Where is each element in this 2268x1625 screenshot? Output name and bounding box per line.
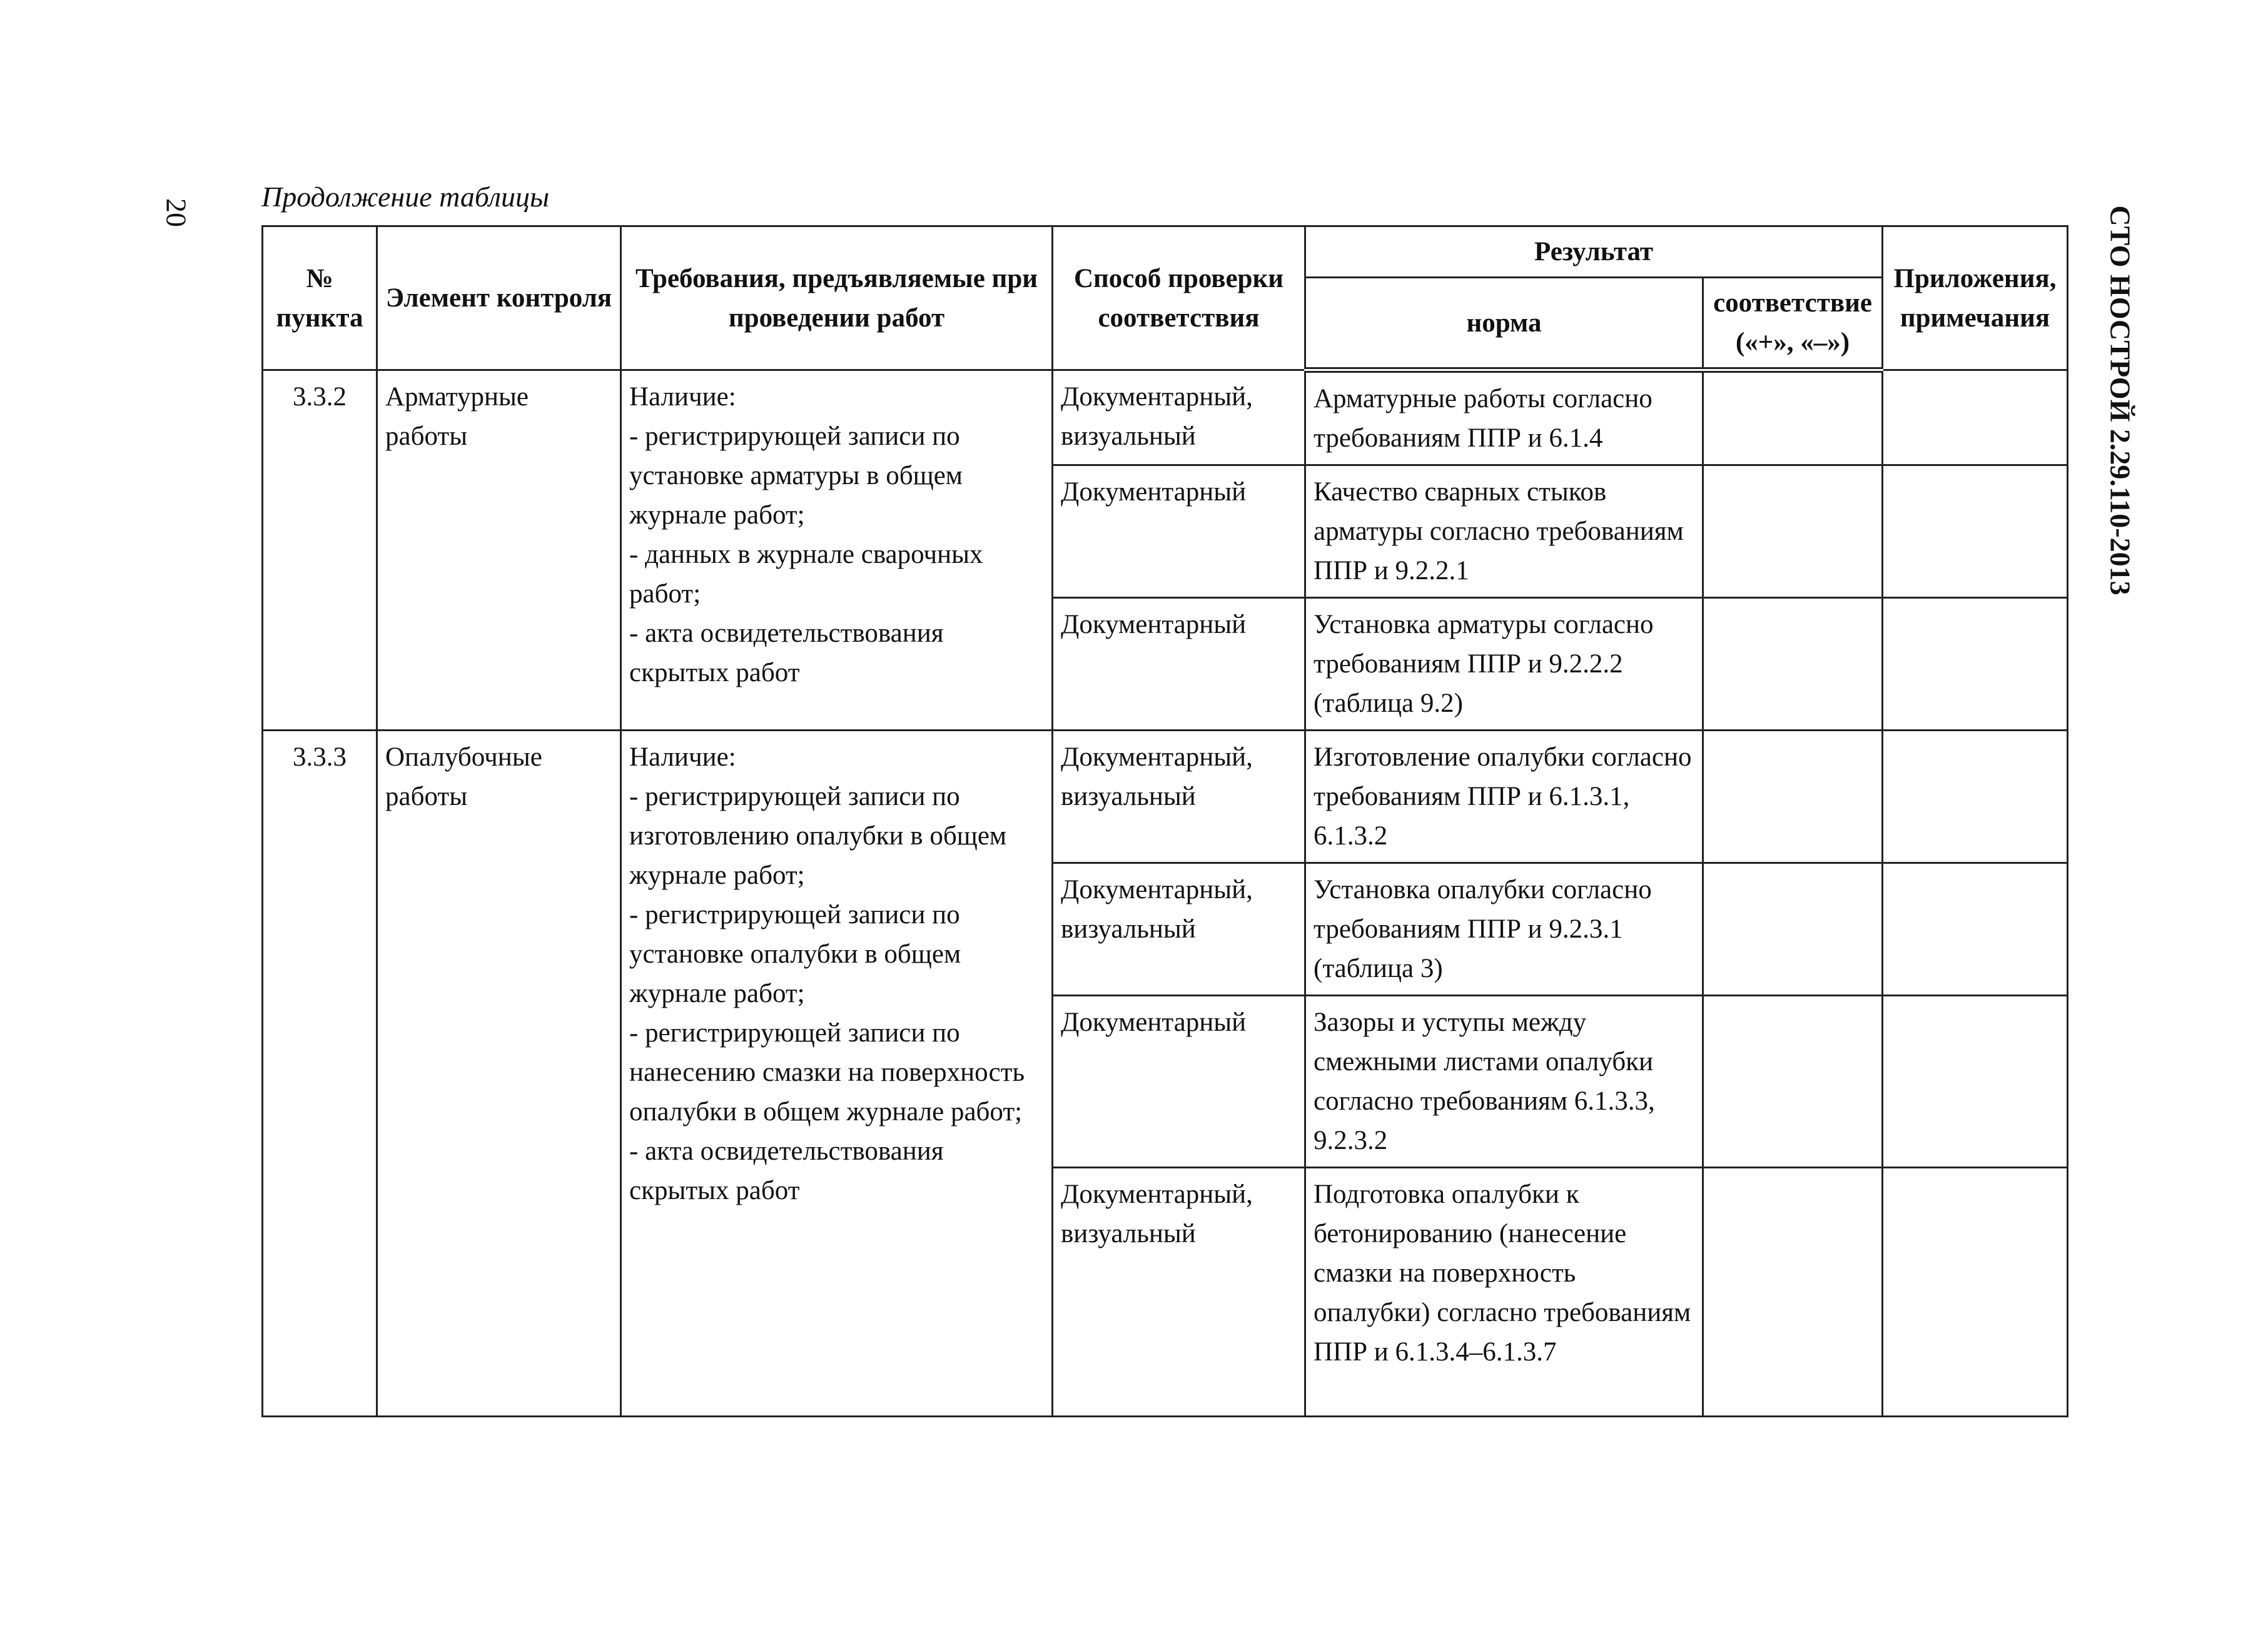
cell-notes — [1883, 731, 2068, 863]
cell-element: Арматурные работы — [377, 370, 621, 731]
cell-notes — [1883, 1168, 2068, 1417]
cell-requirements — [621, 370, 1053, 731]
requirement-line: - данных в журнале сварочных работ; — [629, 540, 983, 609]
document-code: СТО НОСТРОЙ 2.29.110-2013 — [2104, 205, 2137, 595]
cell-requirements — [621, 731, 1053, 1417]
table-continuation-caption: Продолжение таблицы — [261, 181, 550, 213]
requirement-line: - акта освидетельствования скрытых работ — [629, 1136, 944, 1205]
cell-notes — [1883, 863, 2068, 996]
cell-norm: Подготовка опалубки к бетонированию (нанесение смазки на поверхность опалубки) согласно требованиям ППР и 6.1.3.4–6.1.3.7 — [1305, 1168, 1703, 1417]
table-body — [263, 370, 2068, 1417]
cell-method: Документарный, визуальный — [1053, 863, 1305, 996]
requirement-line: - акта освидетельствования скрытых работ — [629, 619, 944, 687]
page-number: 20 — [160, 198, 193, 227]
cell-norm: Установка опалубки согласно требованиям ППР и 9.2.3.1 (таблица 3) — [1305, 863, 1703, 996]
header-result: Результат — [1305, 226, 1883, 278]
cell-compliance — [1703, 370, 1883, 465]
cell-method: Документарный, визуальный — [1053, 370, 1305, 465]
cell-compliance — [1703, 1168, 1883, 1417]
cell-method: Документарный, визуальный — [1053, 1168, 1305, 1417]
table-row — [263, 370, 2068, 465]
cell-norm: Качество сварных стыков арматуры согласно требованиям ППР и 9.2.2.1 — [1305, 465, 1703, 598]
cell-norm: Зазоры и уступы между смежными листами опалубки согласно требованиям 6.1.3.3, 9.2.3.2 — [1305, 996, 1703, 1168]
cell-element: Опалубочные работы — [377, 731, 621, 1417]
cell-notes — [1883, 598, 2068, 731]
header-element: Элемент контроля — [377, 226, 621, 370]
cell-norm: Изготовление опалубки согласно требованиям ППР и 6.1.3.1, 6.1.3.2 — [1305, 731, 1703, 863]
cell-compliance — [1703, 465, 1883, 598]
header-norm: норма — [1305, 278, 1703, 370]
cell-notes — [1883, 465, 2068, 598]
requirement-line: Наличие: — [629, 742, 736, 772]
cell-method: Документарный — [1053, 996, 1305, 1168]
cell-compliance — [1703, 863, 1883, 996]
cell-norm: Арматурные работы согласно требованиям ППР и 6.1.4 — [1305, 370, 1703, 465]
cell-norm: Установка арматуры согласно требованиям ППР и 9.2.2.2 (таблица 9.2) — [1305, 598, 1703, 731]
cell-method: Документарный — [1053, 598, 1305, 731]
cell-compliance — [1703, 598, 1883, 731]
requirement-line: - регистрирующей записи по установке опалубки в общем журнале работ; — [629, 900, 961, 1008]
header-method: Способ проверки соответствия — [1053, 226, 1305, 370]
header-num: № пункта — [263, 226, 377, 370]
cell-compliance — [1703, 731, 1883, 863]
requirement-line: - регистрирующей записи по нанесению смазки на поверхность опалубки в общем журнале работ; — [629, 1018, 1025, 1126]
header-compliance: соответствие («+», «–») — [1703, 278, 1883, 370]
requirement-line: - регистрирующей записи по изготовлению опалубки в общем журнале работ; — [629, 782, 1007, 890]
cell-notes — [1883, 996, 2068, 1168]
cell-method: Документарный, визуальный — [1053, 731, 1305, 863]
cell-num: 3.3.3 — [263, 731, 377, 1417]
requirement-line: - регистрирующей записи по установке арматуры в общем журнале работ; — [629, 422, 963, 530]
cell-notes — [1883, 370, 2068, 465]
cell-method: Документарный — [1053, 465, 1305, 598]
header-notes: Приложения, примечания — [1883, 226, 2068, 370]
inspection-table — [261, 225, 2068, 1417]
requirement-line: Наличие: — [629, 382, 736, 412]
table-row — [263, 731, 2068, 863]
cell-num: 3.3.2 — [263, 370, 377, 731]
header-requirements: Требования, предъявляемые при проведении работ — [621, 226, 1053, 370]
cell-compliance — [1703, 996, 1883, 1168]
